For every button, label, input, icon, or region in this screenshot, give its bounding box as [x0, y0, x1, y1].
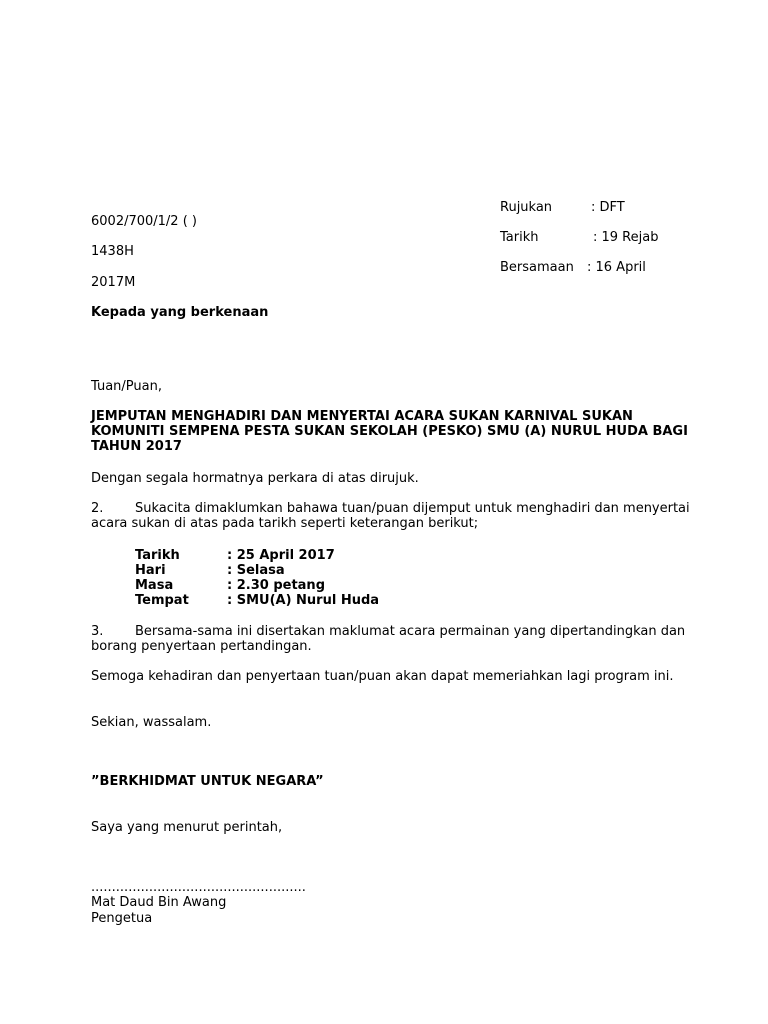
paragraph-2-text: Sukacita dimaklumkan bahawa tuan/puan dijemput untuk menghadiri dan menyertai acara sukan di atas pada tarikh seperti keterangan berikut;	[91, 501, 690, 531]
paragraph-4: Semoga kehadiran dan penyertaan tuan/puan akan dapat memeriahkan lagi program ini.	[91, 669, 674, 684]
paragraph-3-number: 3.	[91, 624, 104, 639]
detail-label: Tempat	[135, 593, 189, 608]
detail-label: Masa	[135, 578, 174, 593]
detail-tempat	[135, 593, 379, 608]
bersamaan-value: : 16 April	[587, 260, 646, 275]
tarikh-value: : 19 Rejab	[593, 230, 659, 245]
reference-bersamaan	[500, 260, 646, 276]
detail-hari	[135, 563, 285, 578]
subject-heading: JEMPUTAN MENGHADIRI DAN MENYERTAI ACARA SUKAN KARNIVAL SUKAN KOMUNITI SEMPENA PESTA SUKAN SEKOLAH (PESKO) SMU (A) NURUL HUDA BAGI TAHUN 2017	[91, 409, 688, 454]
paragraph-2	[91, 501, 691, 531]
paragraph-2-number: 2.	[91, 501, 104, 516]
detail-value: : Selasa	[227, 563, 285, 578]
motto: ”BERKHIDMAT UNTUK NEGARA”	[91, 774, 324, 789]
recipient: Kepada yang berkenaan	[91, 305, 269, 320]
signatory-name: Mat Daud Bin Awang	[91, 895, 227, 910]
paragraph-3	[91, 624, 691, 654]
signatory-title: Pengetua	[91, 911, 153, 926]
rujukan-continuation: 6002/700/1/2 ( )	[91, 214, 197, 229]
detail-tarikh	[135, 548, 335, 563]
detail-label: Hari	[135, 563, 166, 578]
detail-value: : 2.30 petang	[227, 578, 325, 593]
rujukan-value: : DFT	[591, 200, 625, 215]
bersamaan-label: Bersamaan	[500, 260, 574, 275]
detail-masa	[135, 578, 325, 593]
tarikh-label: Tarikh	[500, 230, 539, 245]
detail-value: : 25 April 2017	[227, 548, 335, 563]
detail-value: : SMU(A) Nurul Huda	[227, 593, 380, 608]
paragraph-3-text: Bersama-sama ini disertakan maklumat acara permainan yang dipertandingkan dan borang penyertaan pertandingan.	[91, 624, 686, 654]
detail-label: Tarikh	[135, 548, 180, 563]
bersamaan-continuation: 2017M	[91, 275, 136, 290]
closing: Sekian, wassalam.	[91, 715, 212, 730]
signature-line: ....................................................	[91, 880, 306, 895]
reference-rujukan	[500, 200, 625, 216]
reference-tarikh	[500, 230, 658, 246]
signoff: Saya yang menurut perintah,	[91, 820, 283, 835]
rujukan-label: Rujukan	[500, 200, 553, 215]
salutation: Tuan/Puan,	[91, 379, 162, 394]
tarikh-continuation: 1438H	[91, 244, 134, 259]
paragraph-1: Dengan segala hormatnya perkara di atas dirujuk.	[91, 471, 419, 486]
